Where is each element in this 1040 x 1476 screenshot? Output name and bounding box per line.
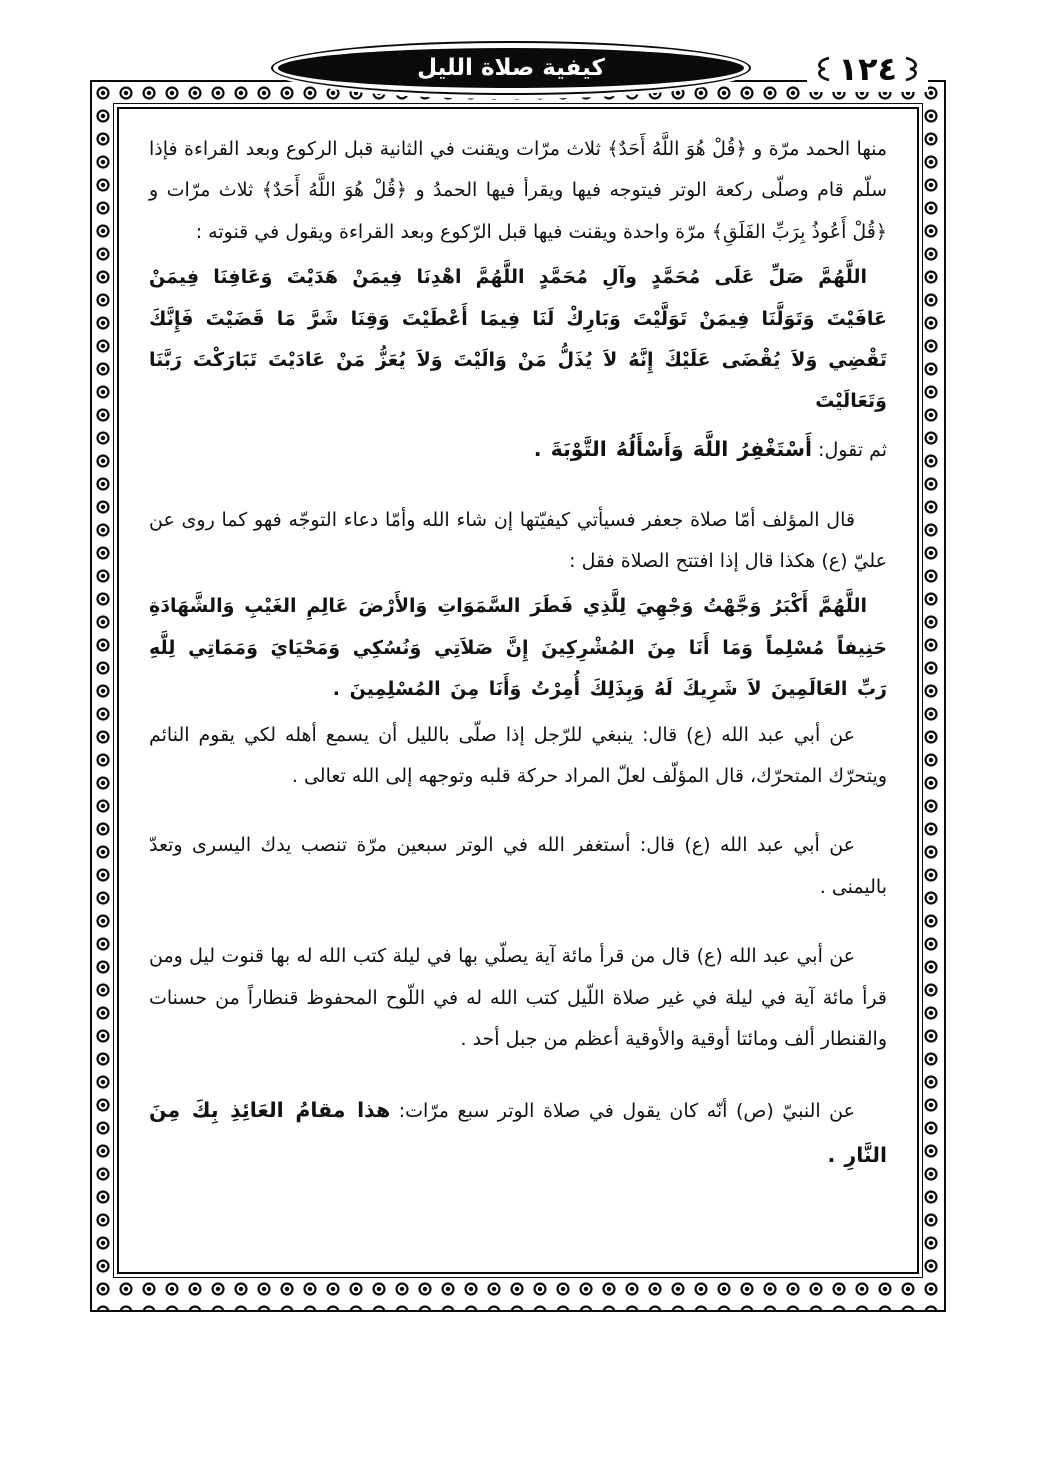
hadith-4-lead: عن النبيّ (ص) أنّه كان يقول في صلاة الوتر سبع مرّات:	[390, 1100, 855, 1123]
page-number	[807, 46, 928, 92]
hadith-4-quote: هذا مقامُ العَائِذِ بِكَ مِنَ النَّارِ .	[149, 1098, 887, 1168]
hadith-4	[149, 1088, 887, 1177]
istighfar-text: أَسْتَغْفِرُ اللَّهَ وَأَسْأَلُهُ التَّوْبَةَ .	[533, 436, 813, 461]
hadith-1: عن أبي عبد الله (ع) قال: ينبغي للرّجل إذا صلّى بالليل أن يسمع أهله لكي يقوم النائم ويتحرّك المتحرّك، قال المؤلّف لعلّ المراد حركة قلبه وتوجهه إلى الله تعالى .	[149, 723, 887, 787]
page-header	[0, 46, 1040, 92]
istighfar-line	[149, 427, 887, 472]
page-number-value: ١٢٤	[838, 50, 897, 88]
chapter-title-banner	[278, 48, 744, 88]
author-note: قال المؤلف أمّا صلاة جعفر فسيأتي كيفيّتها إن شاء الله وأمّا دعاء التوجّه فهو كما روى عن عليّ (ع) هكذا قال إذا افتتح الصلاة فقل :	[149, 508, 887, 572]
paragraph-intro: منها الحمد مرّة و ﴿قُلْ هُوَ اللَّهُ أَحَدٌ﴾ ثلاث مرّات ويقنت في الثانية قبل الركوع وبعد القراءة فإذا سلّم قام وصلّى ركعة الوتر فيتوجه فيها ويقرأ فيها الحمدُ و ﴿قُلْ هُوَ اللَّهُ أَحَدٌ﴾ ثلاث مرّات و ﴿قُلْ أَعُوذُ بِرَبِّ الفَلَقِ﴾ مرّة واحدة ويقنت فيها قبل الرّكوع وبعد القراءة ويقول في قنوته :	[149, 138, 887, 243]
decorative-border-frame	[90, 80, 946, 1312]
hadith-3: عن أبي عبد الله (ع) قال من قرأ مائة آية يصلّي بها في ليلة كتب الله له بها قنوت ليل ومن قرأ مائة آية في ليلة في غير صلاة اللّيل كتب الله له في اللّوح المحفوظ قنطاراً من حسنات والقنطار ألف ومائتا أوقية والأوقية أعظم من جبل أحد .	[149, 945, 887, 1050]
hadith-2: عن أبي عبد الله (ع) قال: أستغفر الله في الوتر سبعين مرّة تنصب يدك اليسرى وتعدّ باليمنى .	[149, 834, 887, 898]
istighfar-lead: ثم تقول:	[812, 438, 887, 461]
prayer-tawajjuh: اللَّهُمَّ أَكْبَرُ وَجَّهْتُ وَجْهِيَ لِلَّذِي فَطَرَ السَّمَوَاتِ وَالأَرْضَ عَالِمِ الغَيْبِ وَالشَّهَادَةِ حَنِيفاً مُسْلِماً وَمَا أَنَا مِنَ المُشْرِكِينَ إِنَّ صَلاَتِي وَنُسُكِي وَمَحْيَايَ وَمَمَاتِي لِلَّهِ رَبِّ العَالَمِينَ لاَ شَرِيكَ لَهُ وَبِذَلِكَ أُمِرْتُ وَأَنَا مِنَ المُسْلِمِينَ .	[149, 595, 887, 701]
prayer-qunut: اللَّهُمَّ صَلِّ عَلَى مُحَمَّدٍ وآلِ مُحَمَّدٍ اللَّهُمَّ اهْدِنَا فِيمَنْ هَدَيْتَ وَعَافِنَا فِيمَنْ عَافَيْتَ وَتَوَلَّنَا فِيمَنْ تَوَلَّيْتَ وَبَارِكْ لَنَا فِيمَا أَعْطَيْتَ وَقِنَا شَرَّ مَا قَضَيْتَ فَإِنَّكَ تَقْضِي وَلاَ يُقْضَى عَلَيْكَ إِنَّهُ لاَ يُذَلُّ مَنْ وَالَيْتَ وَلاَ يُعَزُّ مَنْ عَادَيْتَ تَبَارَكْتَ رَبَّنَا وَتَعَالَيْتَ	[149, 266, 887, 413]
chapter-title: كيفية صلاة الليل	[417, 55, 605, 81]
text-area	[117, 107, 919, 1274]
ornament-right-icon	[904, 56, 922, 82]
ornament-left-icon	[813, 56, 831, 82]
